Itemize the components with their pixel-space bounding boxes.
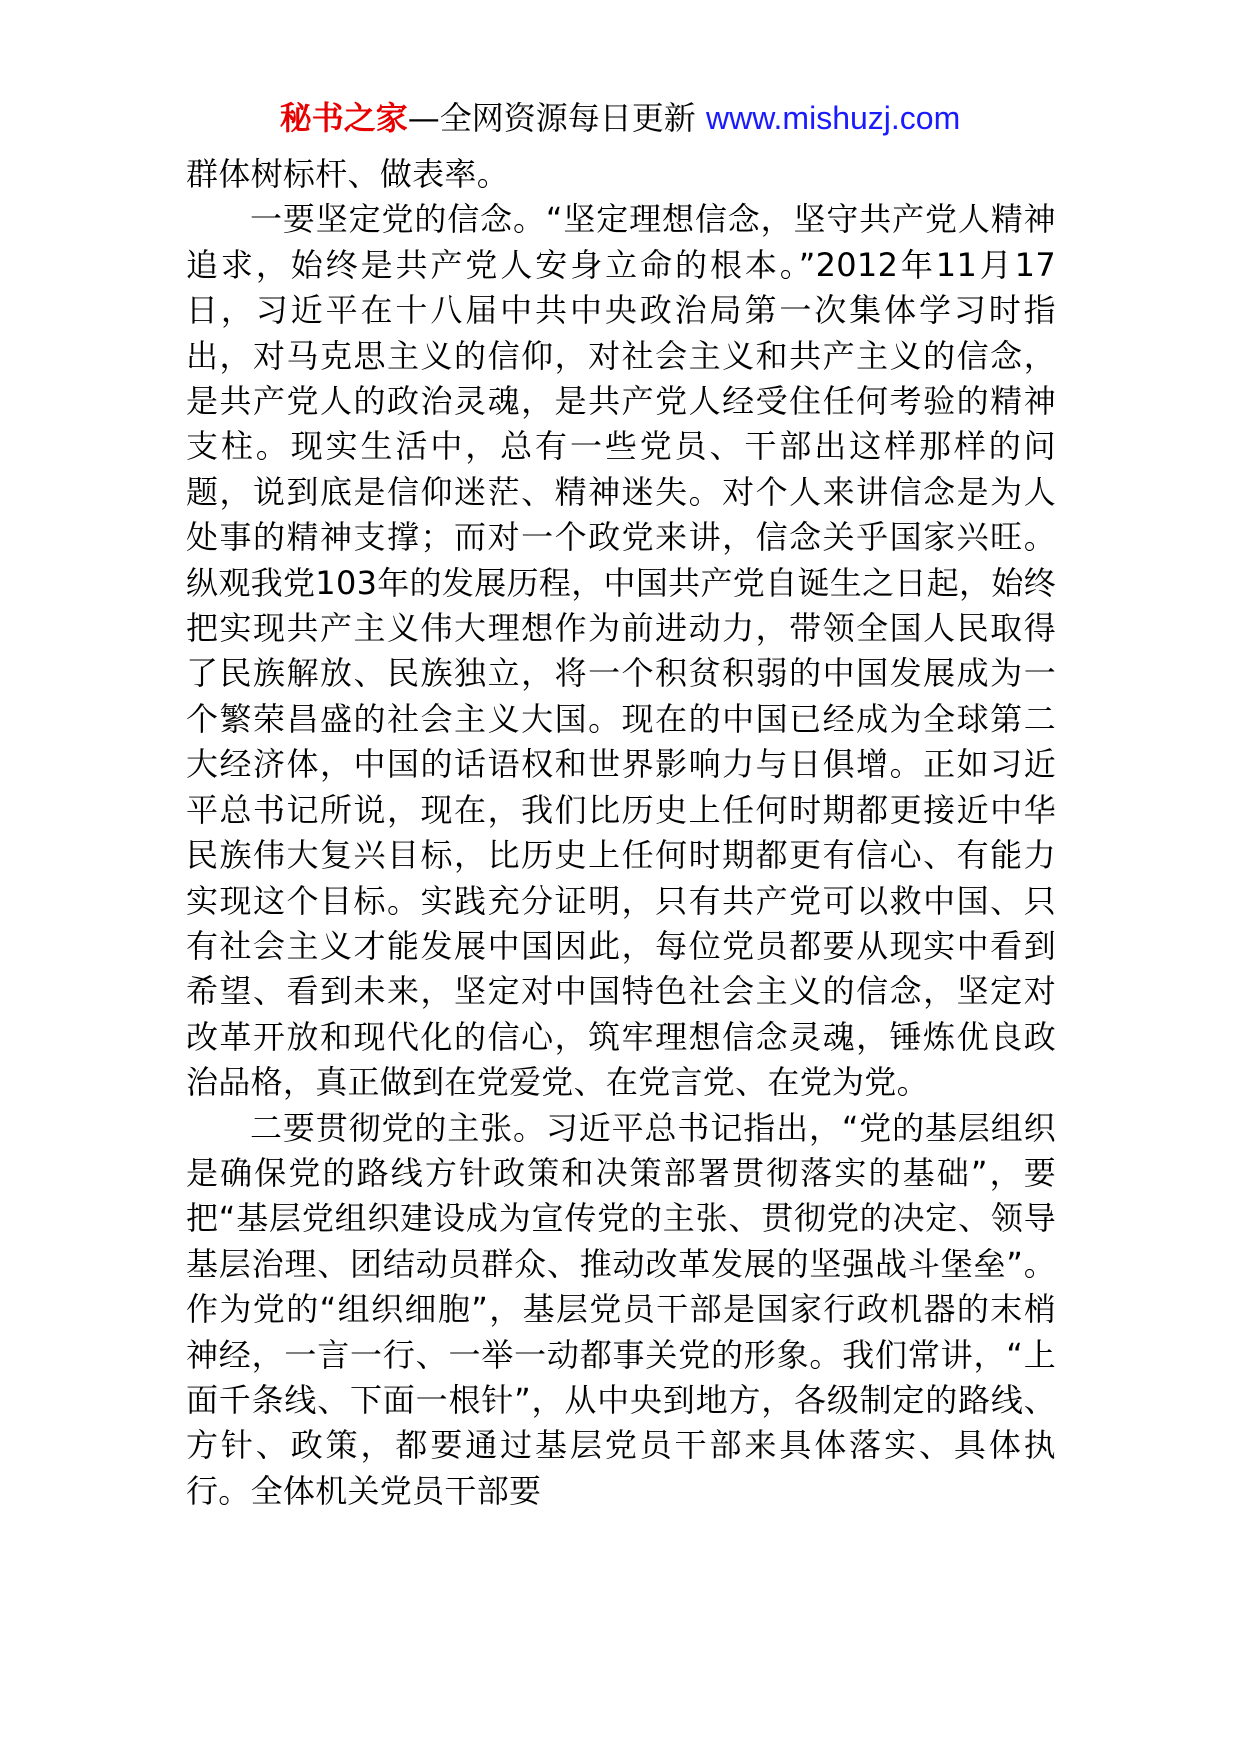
paragraph-continuation: 群体树标杆、做表率。 — [186, 155, 510, 193]
paragraph-firm-belief: 一要坚定党的信念。“坚定理想信念，坚守共产党人精神追求，始终是共产党人安身立命的根本。”2012年11月17日，习近平在十八届中共中央政治局第一次集体学习时指出，对马克思主义的信仰，对社会主义和共产主义的信念，是共产党人的政治灵魂，是共产党人经受住任何考验的精神支柱。现实生活中，总有一些党员、干部出这样那样的问题，说到底是信仰迷茫、精神迷失。对个人来讲信念是为人处事的精神支撑；而对一个政党来讲，信念关乎国家兴旺。纵观我党103年的发展历程，中国共产党自诞生之日起，始终把实现共产主义伟大理想作为前进动力，带领全国人民取得了民族解放、民族独立，将一个积贫积弱的中国发展成为一个繁荣昌盛的社会主义大国。现在的中国已经成为全球第二大经济体，中国的话语权和世界影响力与日俱增。正如习近平总书记所说，现在，我们比历史上任何时期都更接近中华民族伟大复兴目标，比历史上任何时期都更有信心、有能力实现这个目标。实践充分证明，只有共产党可以救中国、只有社会主义才能发展中国因此，每位党员都要从现实中看到希望、看到未来，坚定对中国特色社会主义的信念，坚定对改革开放和现代化的信心，筑牢理想信念灵魂，锤炼优良政治品格，真正做到在党爱党、在党言党、在党为党。 — [186, 200, 1056, 1102]
site-url: www.mishuzj.com — [705, 100, 961, 136]
site-header — [0, 98, 1240, 138]
header-tagline: —全网资源每日更新 — [407, 99, 706, 137]
paragraph-implement-proposition: 二要贯彻党的主张。习近平总书记指出，“党的基层组织是确保党的路线方针政策和决策部署贯彻落实的基础”，要把“基层党组织建设成为宣传党的主张、贯彻党的决定、领导基层治理、团结动员群众、推动改革发展的坚强战斗堡垒”。作为党的“组织细胞”，基层党员干部是国家行政机器的末梢神经，一言一行、一举一动都事关党的形象。我们常讲，“上面千条线、下面一根针”，从中央到地方，各级制定的路线、方针、政策，都要通过基层党员干部来具体落实、具体执行。全体机关党员干部要 — [186, 1108, 1056, 1510]
document-body — [186, 152, 1056, 1514]
brand-name: 秘书之家 — [279, 99, 408, 137]
